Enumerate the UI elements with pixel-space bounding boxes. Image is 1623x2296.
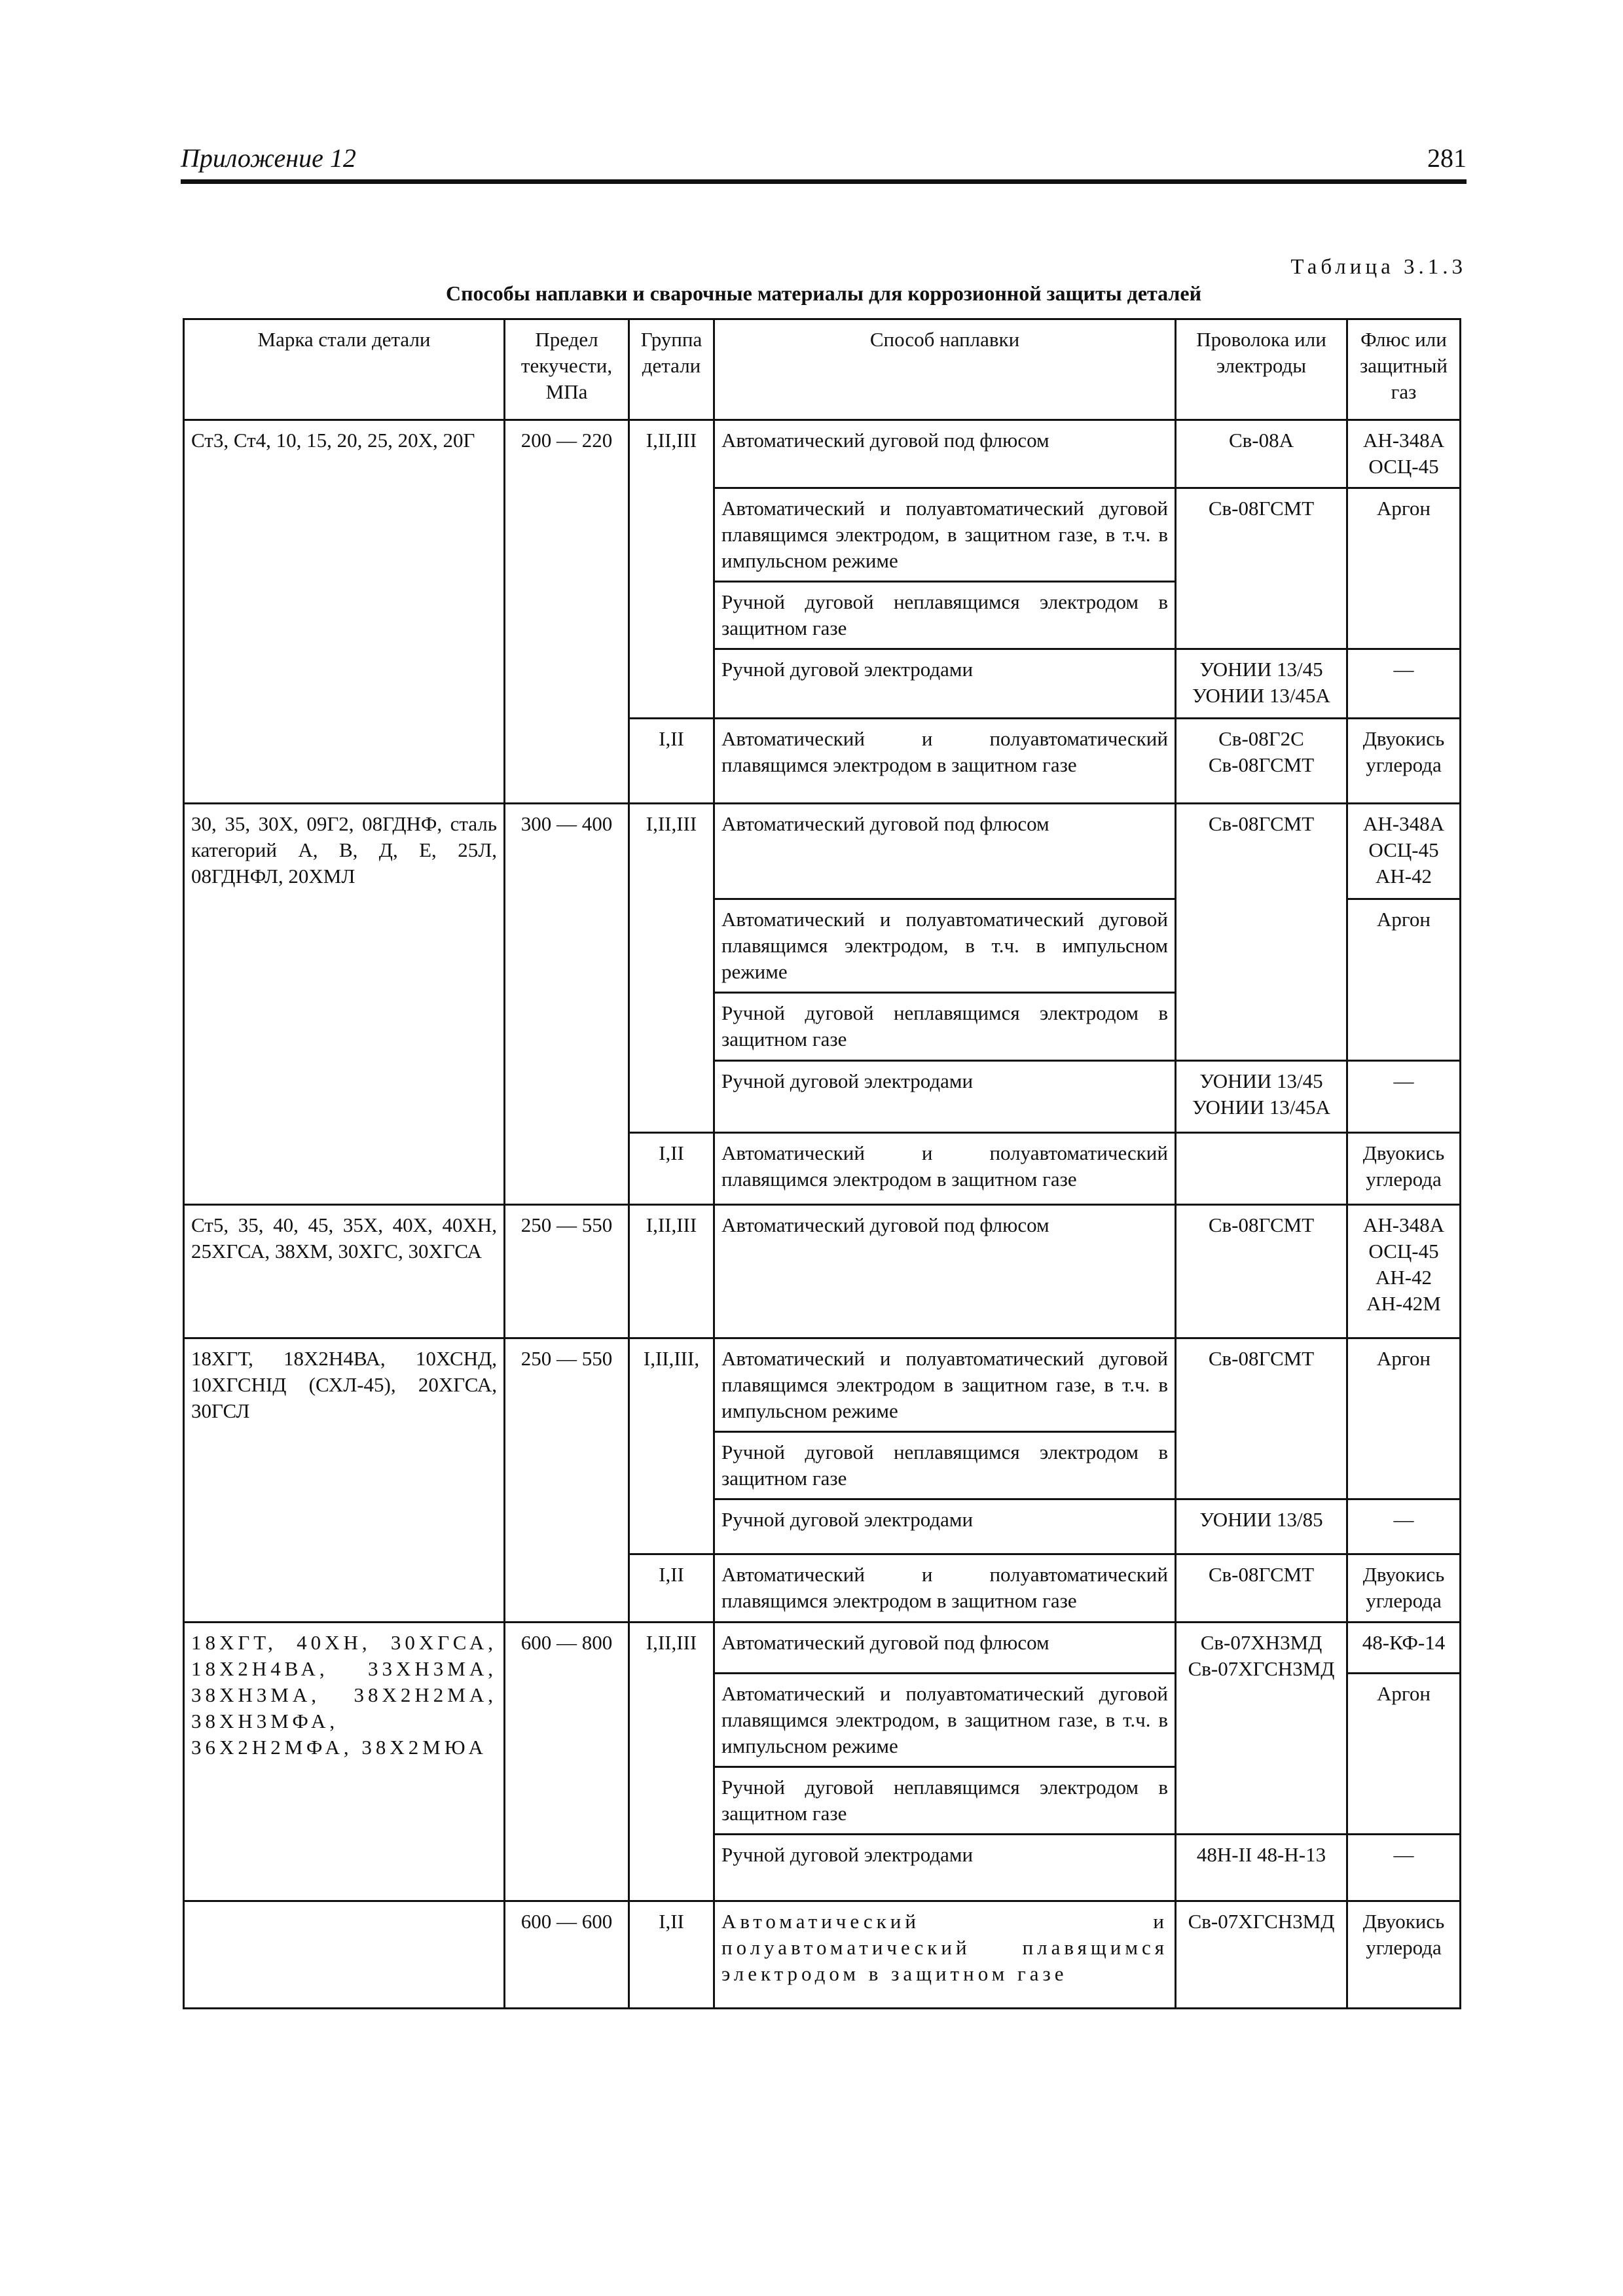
wire-cell: Св-08ГСМТ [1176, 1205, 1347, 1338]
table-row [184, 1901, 1461, 2009]
wire-cell: Св-08ГСМТ [1176, 1554, 1347, 1623]
flux-cell: Аргон [1347, 1674, 1461, 1835]
wire-cell: Св-08А [1176, 420, 1347, 488]
steel-cell: Ст5, 35, 40, 45, 35Х, 40Х, 40ХН, 25ХГСА, 38ХМ, 30ХГС, 30ХГСА [184, 1205, 505, 1338]
method-cell: Автоматический и полуавтоматический дуговой плавящимся электродом, в защитном газе, в т.ч. в импульсном режиме [714, 1674, 1176, 1767]
flux-cell: АН-348А ОСЦ-45 [1347, 420, 1461, 488]
group-cell: I,II [629, 1901, 714, 2009]
steel-cell: 18ХГТ, 18Х2Н4ВА, 10ХСНД, 10ХГСНIД (СХЛ-45), 20ХГСА, 30ГСЛ [184, 1338, 505, 1623]
method-cell: Автоматический и полуавтоматический дуговой плавящимся электродом, в т.ч. в импульсном режиме [714, 899, 1176, 993]
method-cell: Ручной дуговой неплавящимся электродом в защитном газе [714, 1767, 1176, 1835]
method-cell: Автоматический дуговой под флюсом [714, 420, 1176, 488]
yield-cell: 600 — 800 [505, 1623, 629, 1901]
group-cell: I,II,III, [629, 1338, 714, 1554]
method-cell: Ручной дуговой электродами [714, 1835, 1176, 1901]
method-cell: Автоматический и полуавтоматический плавящимся электродом в защитном газе [714, 1133, 1176, 1205]
group-cell: I,II,III [629, 804, 714, 1133]
flux-cell: 48-КФ-14 [1347, 1623, 1461, 1674]
col-header-group: Группа детали [629, 319, 714, 420]
wire-cell: 48Н-II 48-Н-13 [1176, 1835, 1347, 1901]
method-cell: Ручной дуговой неплавящимся электродом в защитном газе [714, 582, 1176, 649]
table-header-row [184, 319, 1461, 420]
wire-cell: Св-08ГСМТ [1176, 804, 1347, 1061]
flux-cell: Двуокись углерода [1347, 1133, 1461, 1205]
header-rule [181, 179, 1467, 184]
group-cell: I,II,III [629, 1205, 714, 1338]
flux-cell: Аргон [1347, 899, 1461, 1061]
method-cell: Ручной дуговой электродами [714, 1499, 1176, 1554]
wire-cell [1176, 1133, 1347, 1205]
flux-cell: — [1347, 1835, 1461, 1901]
page-number: 281 [1427, 143, 1467, 173]
method-cell: Автоматический дуговой под флюсом [714, 804, 1176, 899]
running-header-title: Приложение 12 [181, 143, 356, 173]
yield-cell: 250 — 550 [505, 1338, 629, 1623]
method-cell: Автоматический и полуавтоматический плавящимся электродом в защитном газе [714, 1901, 1176, 2009]
yield-cell: 600 — 600 [505, 1901, 629, 2009]
method-cell: Ручной дуговой электродами [714, 649, 1176, 719]
flux-cell: Аргон [1347, 488, 1461, 649]
yield-cell: 300 — 400 [505, 804, 629, 1205]
wire-cell: Св-08ГСМТ [1176, 488, 1347, 649]
running-header [181, 143, 1467, 182]
table-row [184, 1338, 1461, 1432]
col-header-steel: Марка стали детали [184, 319, 505, 420]
flux-cell: Аргон [1347, 1338, 1461, 1499]
method-cell: Автоматический дуговой под флюсом [714, 1623, 1176, 1674]
col-header-flux: Флюс или защитный газ [1347, 319, 1461, 420]
flux-cell: — [1347, 1499, 1461, 1554]
flux-cell: АН-348А ОСЦ-45 АН-42 АН-42М [1347, 1205, 1461, 1338]
method-cell: Ручной дуговой неплавящимся электродом в защитном газе [714, 1432, 1176, 1499]
wire-cell: УОНИИ 13/85 [1176, 1499, 1347, 1554]
group-cell: I,II,III [629, 1623, 714, 1901]
wire-cell: УОНИИ 13/45 УОНИИ 13/45А [1176, 649, 1347, 719]
col-header-wire: Проволока или электроды [1176, 319, 1347, 420]
flux-cell: Двуокись углерода [1347, 1901, 1461, 2009]
group-cell: I,II,III [629, 420, 714, 719]
wire-cell: Св-08Г2С Св-08ГСМТ [1176, 719, 1347, 804]
group-cell: I,II [629, 1133, 714, 1205]
col-header-method: Способ наплавки [714, 319, 1176, 420]
table-caption: Способы наплавки и сварочные материалы для коррозионной защиты деталей [445, 281, 1202, 305]
table-row [184, 804, 1461, 899]
flux-cell: — [1347, 1061, 1461, 1133]
col-header-yield: Предел текучести, МПа [505, 319, 629, 420]
table-label: Таблица 3.1.3 [1290, 255, 1467, 279]
method-cell: Автоматический и полуавтоматический плавящимся электродом в защитном газе [714, 1554, 1176, 1623]
method-cell: Ручной дуговой электродами [714, 1061, 1176, 1133]
method-cell: Автоматический и полуавтоматический дуговой плавящимся электродом в защитном газе, в т.ч. в импульсном режиме [714, 1338, 1176, 1432]
flux-cell: АН-348А ОСЦ-45 АН-42 [1347, 804, 1461, 899]
steel-cell: 30, 35, 30Х, 09Г2, 08ГДНФ, сталь категорий А, В, Д, Е, 25Л, 08ГДНФЛ, 20ХМЛ [184, 804, 505, 1205]
yield-cell: 250 — 550 [505, 1205, 629, 1338]
flux-cell: Двуокись углерода [1347, 1554, 1461, 1623]
table-row [184, 420, 1461, 488]
yield-cell: 200 — 220 [505, 420, 629, 804]
flux-cell: — [1347, 649, 1461, 719]
steel-cell: Ст3, Ст4, 10, 15, 20, 25, 20Х, 20Г [184, 420, 505, 804]
table-row [184, 1205, 1461, 1338]
flux-cell: Двуокись углерода [1347, 719, 1461, 804]
group-cell: I,II [629, 1554, 714, 1623]
steel-cell: 18ХГТ, 40ХН, 30ХГСА, 18Х2Н4ВА, 33ХН3МА, 38ХН3МА, 38Х2Н2МА, 38ХН3МФА, 36Х2Н2МФА, 38Х2МЮА [184, 1623, 505, 1901]
welding-materials-table [183, 318, 1461, 2009]
method-cell: Ручной дуговой неплавящимся электродом в защитном газе [714, 993, 1176, 1061]
wire-cell: Св-08ГСМТ [1176, 1338, 1347, 1499]
method-cell: Автоматический и полуавтоматический плавящимся электродом в защитном газе [714, 719, 1176, 804]
method-cell: Автоматический дуговой под флюсом [714, 1205, 1176, 1338]
wire-cell: Св-07ХГСН3МД [1176, 1901, 1347, 2009]
group-cell: I,II [629, 719, 714, 804]
steel-cell [184, 1901, 505, 2009]
wire-cell: Св-07ХН3МД Св-07ХГСН3МД [1176, 1623, 1347, 1835]
table-row [184, 1623, 1461, 1674]
wire-cell: УОНИИ 13/45 УОНИИ 13/45А [1176, 1061, 1347, 1133]
method-cell: Автоматический и полуавтоматический дуговой плавящимся электродом, в защитном газе, в т.ч. в импульсном режиме [714, 488, 1176, 582]
